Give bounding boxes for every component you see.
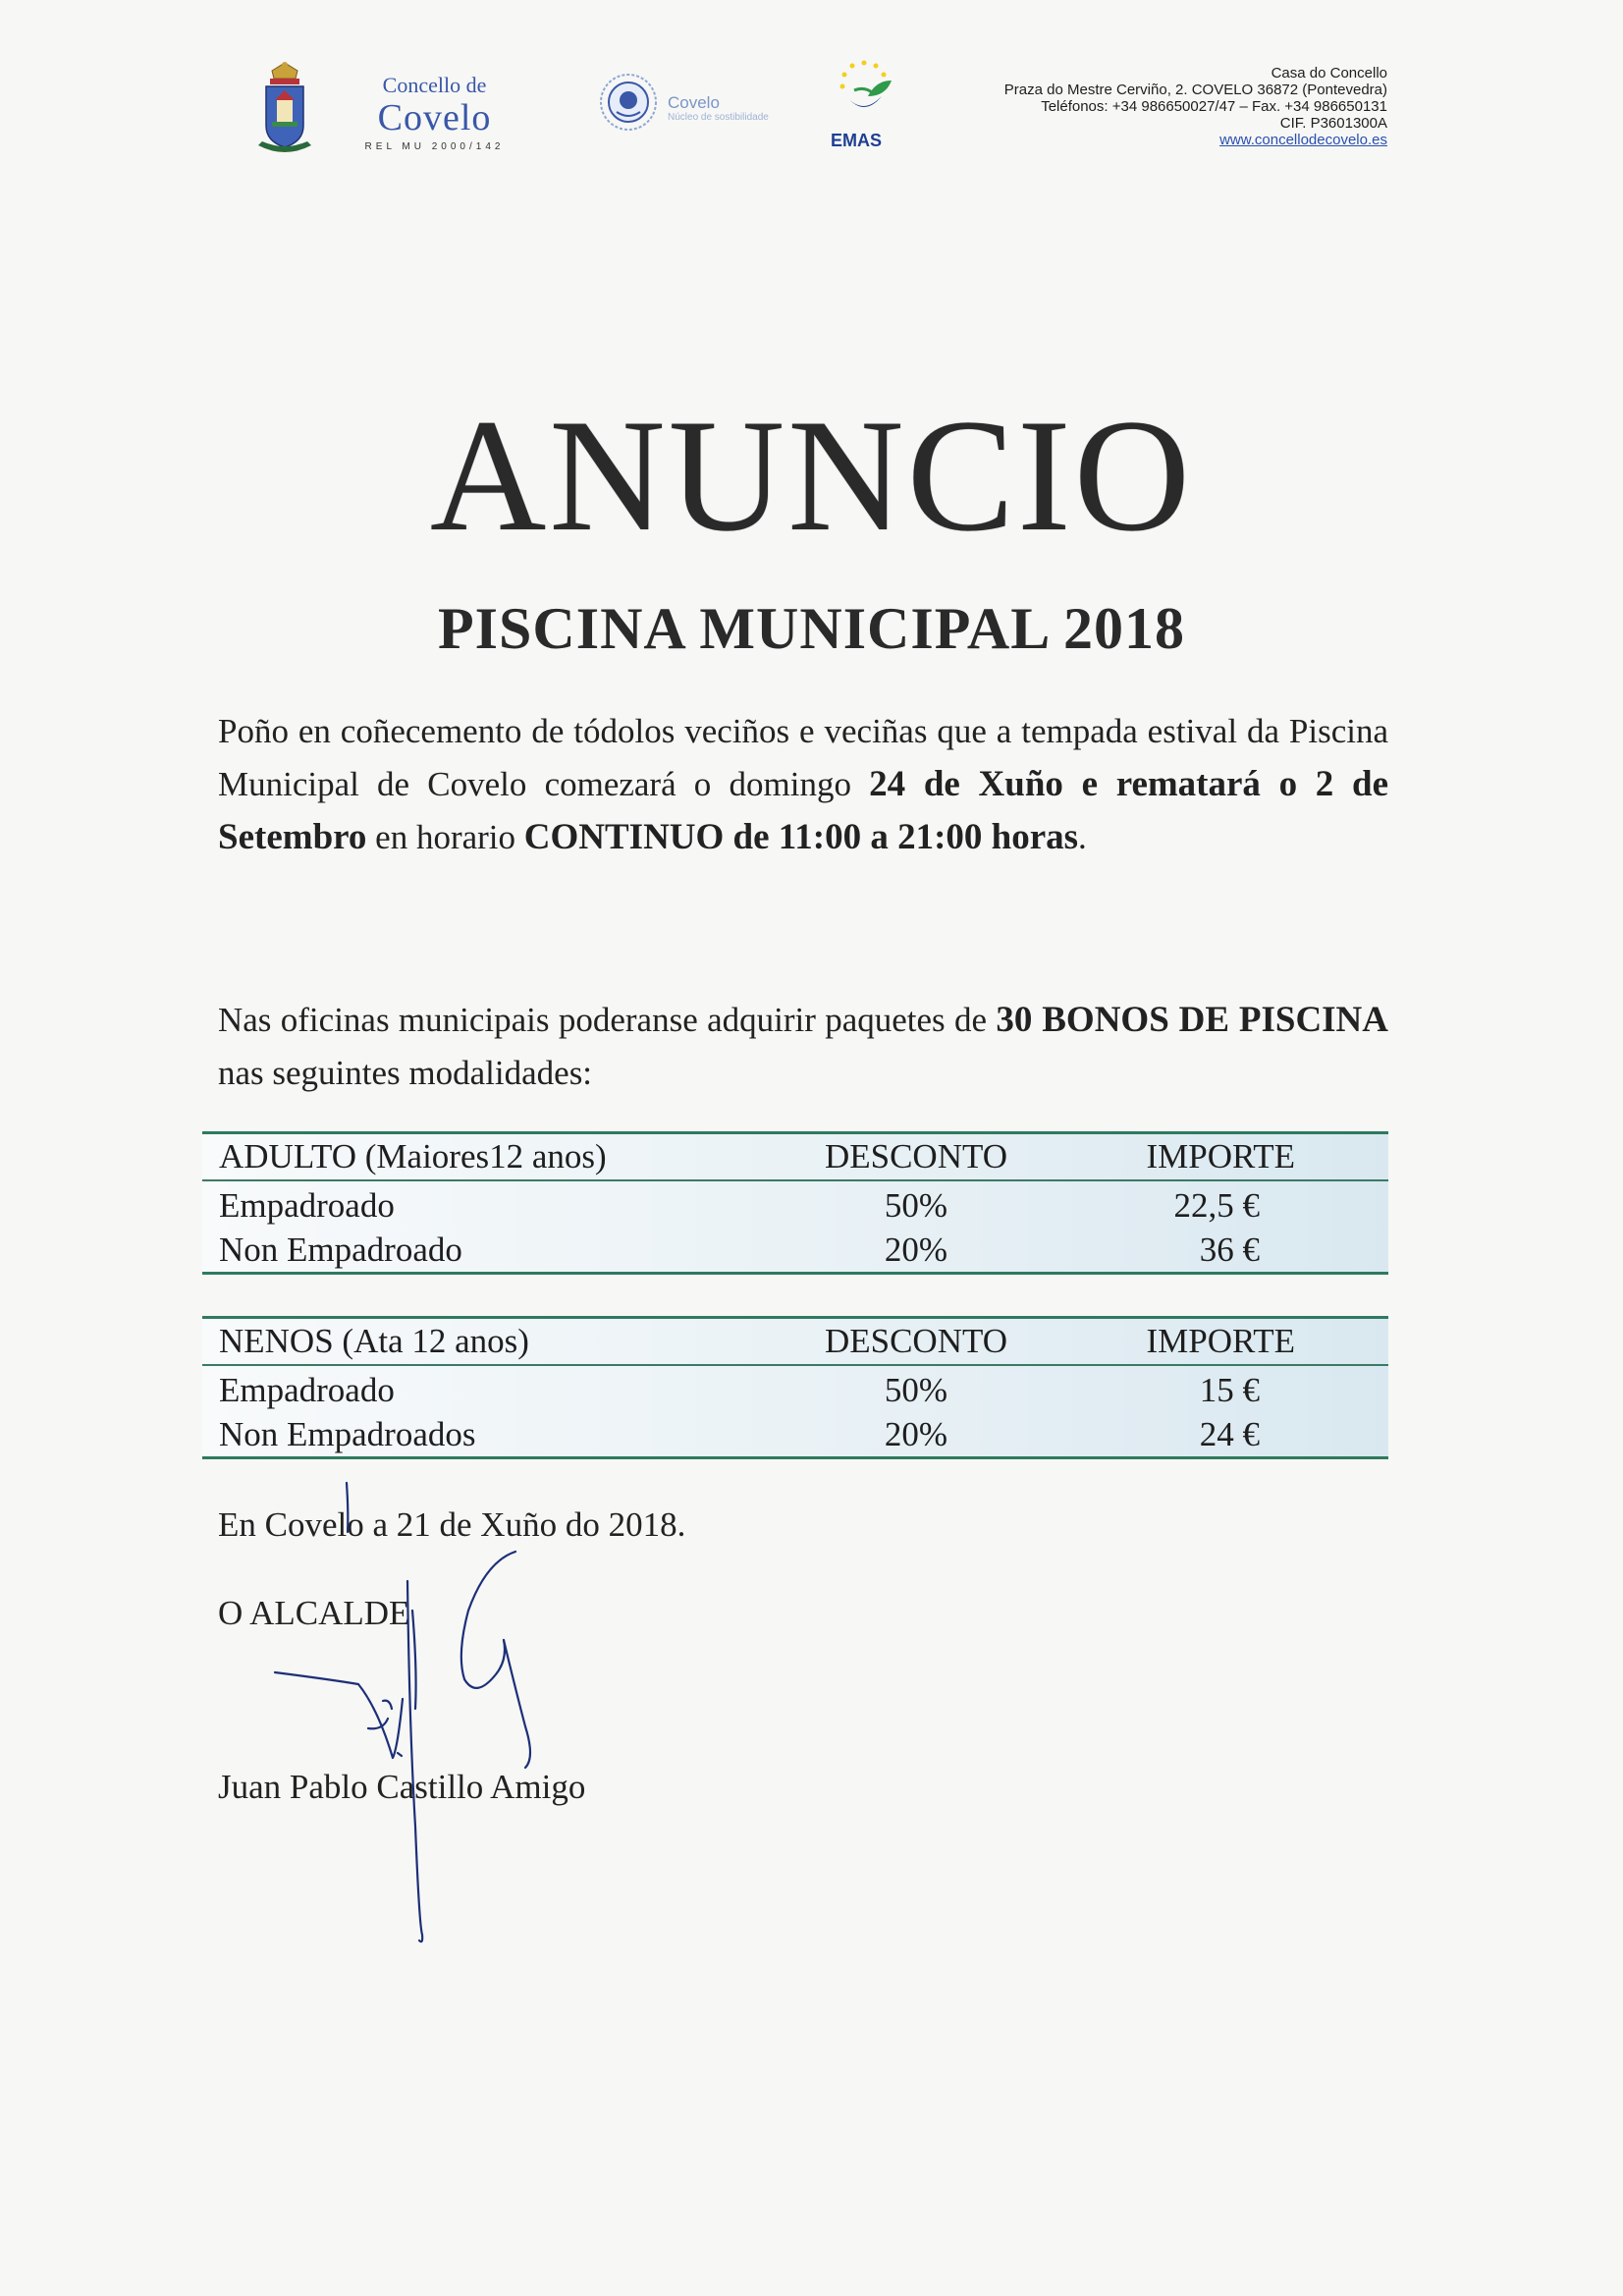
table-row: [202, 1228, 1388, 1272]
org-logo-text: [349, 73, 520, 152]
header-category: ADULTO (Maiores12 anos): [219, 1137, 607, 1175]
para2-text2: nas seguintes modalidades:: [218, 1054, 593, 1092]
vouchers-paragraph: [218, 994, 1388, 1100]
row-category: Non Empadroados: [219, 1414, 476, 1453]
address-line-2: Praza do Mestre Cerviño, 2. COVELO 36872 (Pontevedra): [1003, 82, 1387, 98]
para2-text1: Nas oficinas municipais poderanse adquirir paquetes de: [218, 1001, 997, 1039]
org-line1: Concello de: [382, 73, 487, 97]
row-amount: 36 €: [1199, 1230, 1260, 1269]
emas-label: EMAS: [831, 131, 883, 150]
header-discount: DESCONTO: [824, 1322, 1008, 1360]
children-fees-table: [202, 1316, 1388, 1459]
table-header-row: [202, 1134, 1388, 1181]
website-link[interactable]: www.concellodecovelo.es: [1219, 132, 1387, 148]
header-amount: IMPORTE: [1146, 1322, 1295, 1360]
header-discount: DESCONTO: [824, 1137, 1008, 1175]
adult-fees-table: [202, 1131, 1388, 1275]
row-discount: 20%: [884, 1414, 948, 1453]
row-category: Empadroado: [219, 1370, 395, 1409]
para1-text3: .: [1078, 818, 1087, 856]
signatory-name: Juan Pablo Castillo Amigo: [218, 1768, 586, 1806]
address-block: [1004, 65, 1387, 148]
sustainability-tagline: Núcleo de sostibilidade: [668, 112, 769, 123]
header-amount: IMPORTE: [1146, 1137, 1295, 1175]
address-line-4: CIF. P3601300A: [1279, 115, 1387, 132]
row-discount: 50%: [884, 1185, 948, 1225]
row-category: Non Empadroado: [219, 1230, 462, 1269]
para1-text2: en horario: [366, 818, 524, 856]
registry-code: REL MU 2000/142: [364, 141, 505, 152]
address-line-3: Teléfonos: +34 986650027/47 – Fax. +34 986650131: [1041, 98, 1387, 115]
sustainability-seal-icon: [599, 73, 658, 132]
header-category: NENOS (Ata 12 anos): [219, 1322, 529, 1360]
sustainability-name: Covelo: [668, 93, 720, 112]
table-row: [202, 1368, 1388, 1412]
row-discount: 50%: [884, 1370, 948, 1409]
page-title: ANUNCIO: [429, 387, 1194, 565]
emas-logo-icon: [825, 57, 903, 128]
row-category: Empadroado: [219, 1185, 395, 1225]
address-line-1: Casa do Concello: [1271, 65, 1387, 82]
signature-image: [250, 1473, 574, 1944]
table-row: [202, 1412, 1388, 1456]
para1-hours: CONTINUO de 11:00 a 21:00 horas: [523, 817, 1079, 857]
para2-vouchers: 30 BONOS DE PISCINA: [996, 1000, 1388, 1040]
sustainability-text: [668, 94, 769, 123]
page-subtitle: PISCINA MUNICIPAL 2018: [438, 596, 1185, 661]
place-date: En Covelo a 21 de Xuño do 2018.: [218, 1505, 686, 1544]
row-amount: 22,5 €: [1173, 1185, 1260, 1225]
announcement-paragraph: [218, 705, 1388, 864]
table-row: [202, 1183, 1388, 1228]
org-line2: Covelo: [377, 97, 492, 138]
para1-dates: 24 de Xuño e rematará o 2 de Setembro: [218, 764, 1388, 857]
signatory-role: O ALCALDE: [218, 1594, 410, 1632]
row-amount: 24 €: [1199, 1414, 1260, 1453]
row-amount: 15 €: [1199, 1370, 1260, 1409]
crest-icon: [250, 61, 319, 159]
para1-text1: Poño en coñecemento de tódolos veciños e veciñas que a tempada estival da Piscina Municipal de Covelo comezará o domingo: [218, 712, 1388, 803]
table-header-row: [202, 1319, 1388, 1366]
row-discount: 20%: [884, 1230, 948, 1269]
